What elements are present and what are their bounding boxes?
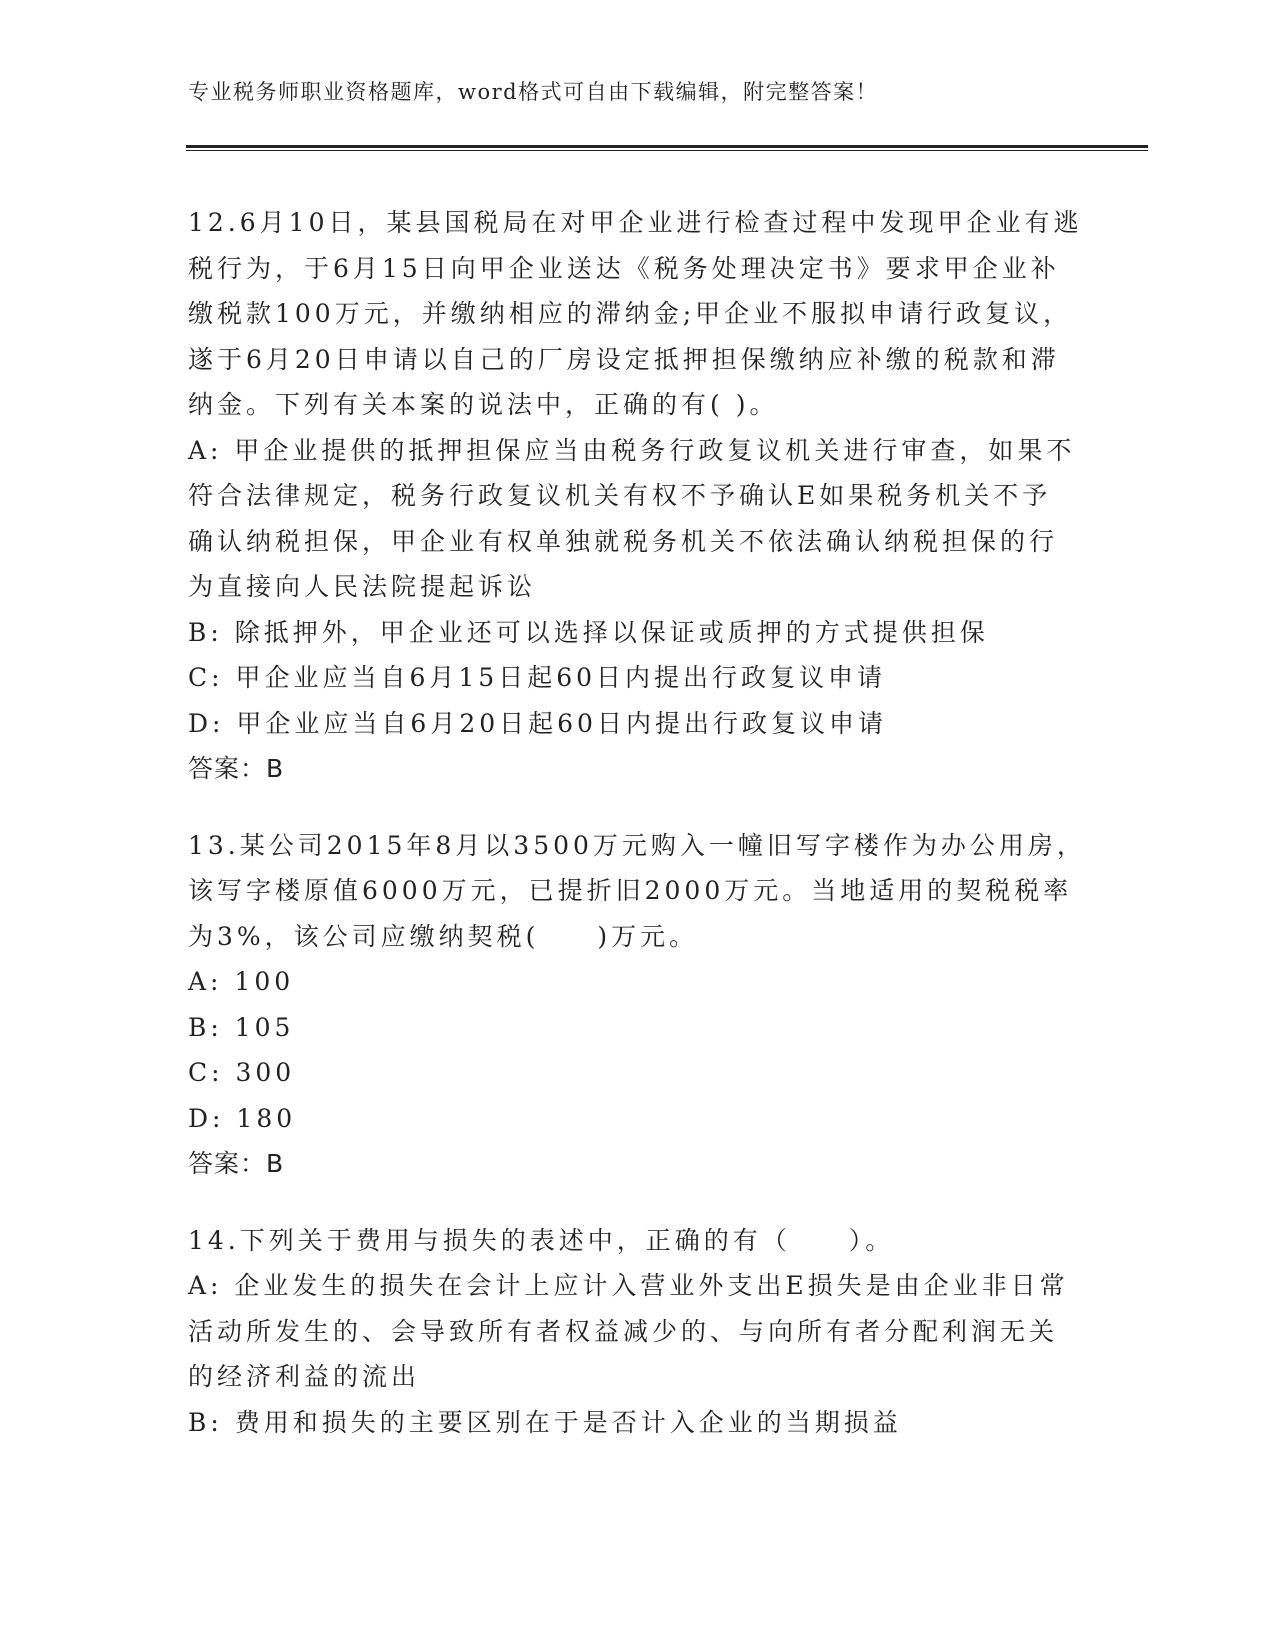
option-line: A: 甲企业提供的抵押担保应当由税务行政复议机关进行审查，如果不 [188,435,1076,465]
option-line: 活动所发生的、会导致所有者权益减少的、与向所有者分配利润无关 [188,1316,1059,1346]
question-stem-line: 14.下列关于费用与损失的表述中，正确的有（ ）。 [188,1225,895,1255]
question-stem-line: 13.某公司2015年8月以3500万元购入一幢旧写字楼作为办公用房， [188,830,1086,860]
question-stem-line: 该写字楼原值6000万元，已提折旧2000万元。当地适用的契税税率 [188,876,1073,905]
question-stem-line: 为3%，该公司应缴纳契税( )万元。 [188,921,699,951]
option-line: 确认纳税担保，甲企业有权单独就税务机关不依法确认纳税担保的行 [188,526,1059,556]
option-line: C: 甲企业应当自6月15日起60日内提出行政复议申请 [188,663,887,692]
option-line: C: 300 [188,1058,296,1087]
question-stem-line: 12.6月10日，某县国税局在对甲企业进行检查过程中发现甲企业有逃 [188,208,1083,237]
question-stem-line: 缴税款100万元，并缴纳相应的滞纳金;甲企业不服拟申请行政复议， [188,299,1073,328]
option-line: D: 180 [188,1103,297,1133]
question-14 [188,1218,1088,1446]
question-list [188,200,1088,1476]
option-line: A: 100 [188,967,295,996]
option-line: A: 企业发生的损失在会计上应计入营业外支出E损失是由企业非日常 [188,1271,1069,1300]
option-line: B: 除抵押外，甲企业还可以选择以保证或质押的方式提供担保 [188,617,989,647]
question-13 [188,823,1088,1187]
option-line: B: 费用和损失的主要区别在于是否计入企业的当期损益 [188,1407,902,1437]
page-header-text: 专业税务师职业资格题库，word格式可自由下载编辑，附完整答案！ [188,80,879,104]
option-line: 为直接向人民法院提起诉讼 [188,572,537,601]
question-stem-line: 遂于6月20日申请以自己的厂房设定抵押担保缴纳应补缴的税款和滞 [188,344,1060,374]
question-stem-line: 税行为，于6月15日向甲企业送达《税务处理决定书》要求甲企业补 [188,253,1060,283]
header-rule-thick [186,145,1148,148]
answer-line: 答案：B [188,1149,285,1178]
question-12 [188,200,1088,792]
option-line: B: 105 [188,1012,295,1042]
option-line: D: 甲企业应当自6月20日起60日内提出行政复议申请 [188,708,887,738]
question-stem-line: 纳金。下列有关本案的说法中，正确的有( )。 [188,390,779,419]
option-line: 的经济利益的流出 [188,1362,421,1391]
option-line: 符合法律规定，税务行政复议机关有权不予确认E如果税务机关不予 [188,481,1052,510]
answer-line: 答案：B [188,754,285,783]
header-rule-thin [186,150,1148,151]
